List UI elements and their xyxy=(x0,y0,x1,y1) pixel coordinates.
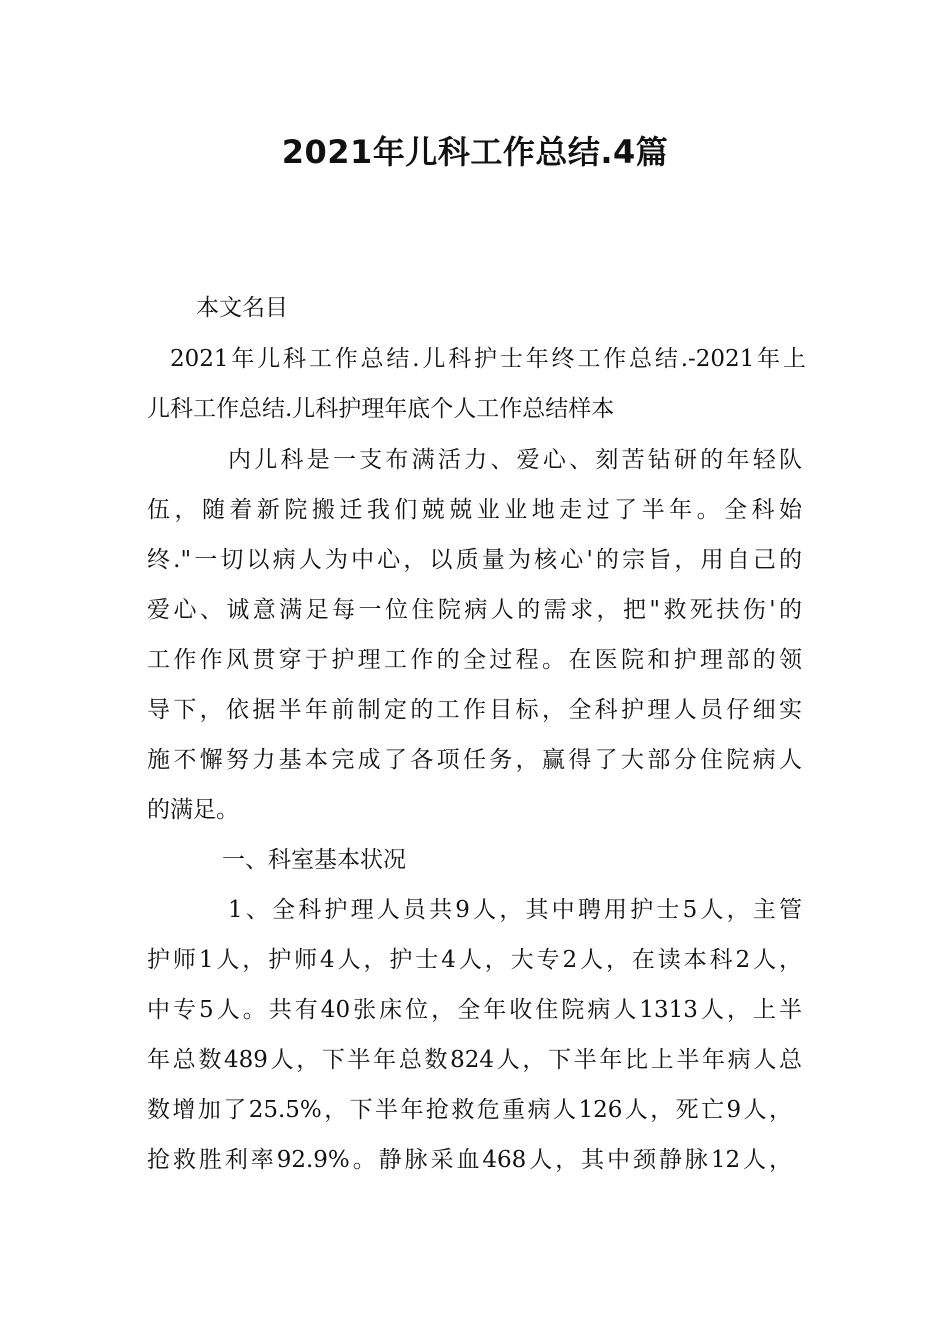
item1-line: 1、全科护理人员共9人，其中聘用护士5人，主管 xyxy=(228,897,802,923)
document-title: 2021年儿科工作总结.4篇 xyxy=(281,133,669,171)
item1-line: 中专5人。共有40张床位，全年收住院病人1313人，上半 xyxy=(147,997,802,1023)
item1-line: 年总数489人，下半年总数824人，下半年比上半年病人总 xyxy=(147,1047,802,1073)
intro-paragraph-line: 施不懈努力基本完成了各项任务，赢得了大部分住院病人 xyxy=(147,747,802,773)
intro-paragraph-line: 爱心、诚意满足每一位住院病人的需求，把"救死扶伤'的 xyxy=(147,597,802,623)
item1-line: 护师1人，护师4人，护士4人，大专2人，在读本科2人， xyxy=(147,947,802,973)
intro-paragraph-line: 的满足。 xyxy=(147,797,239,823)
intro-paragraph-line: 导下，依据半年前制定的工作目标，全科护理人员仔细实 xyxy=(147,697,802,723)
intro-paragraph-line: 伍，随着新院搬迁我们兢兢业业地走过了半年。全科始 xyxy=(147,497,802,523)
section-heading: 一、科室基本状况 xyxy=(222,847,406,873)
item1-line: 数增加了25.5%，下半年抢救危重病人126人，死亡9人， xyxy=(147,1097,792,1123)
intro-paragraph-line: 内儿科是一支布满活力、爱心、刻苦钻研的年轻队 xyxy=(228,447,802,473)
intro-paragraph-line: 工作作风贯穿于护理工作的全过程。在医院和护理部的领 xyxy=(147,647,802,673)
intro-paragraph-line: 终."一切以病人为中心，以质量为核心'的宗旨，用自己的 xyxy=(147,547,802,573)
toc-line[interactable]: 2021年儿科工作总结.儿科护士年终工作总结.-2021年上 xyxy=(170,346,806,372)
toc-heading: 本文名目 xyxy=(196,295,288,321)
item1-line: 抢救胜利率92.9%。静脉采血468人，其中颈静脉12人， xyxy=(147,1147,792,1173)
toc-line[interactable]: 儿科工作总结.儿科护理年底个人工作总结样本 xyxy=(147,396,615,422)
